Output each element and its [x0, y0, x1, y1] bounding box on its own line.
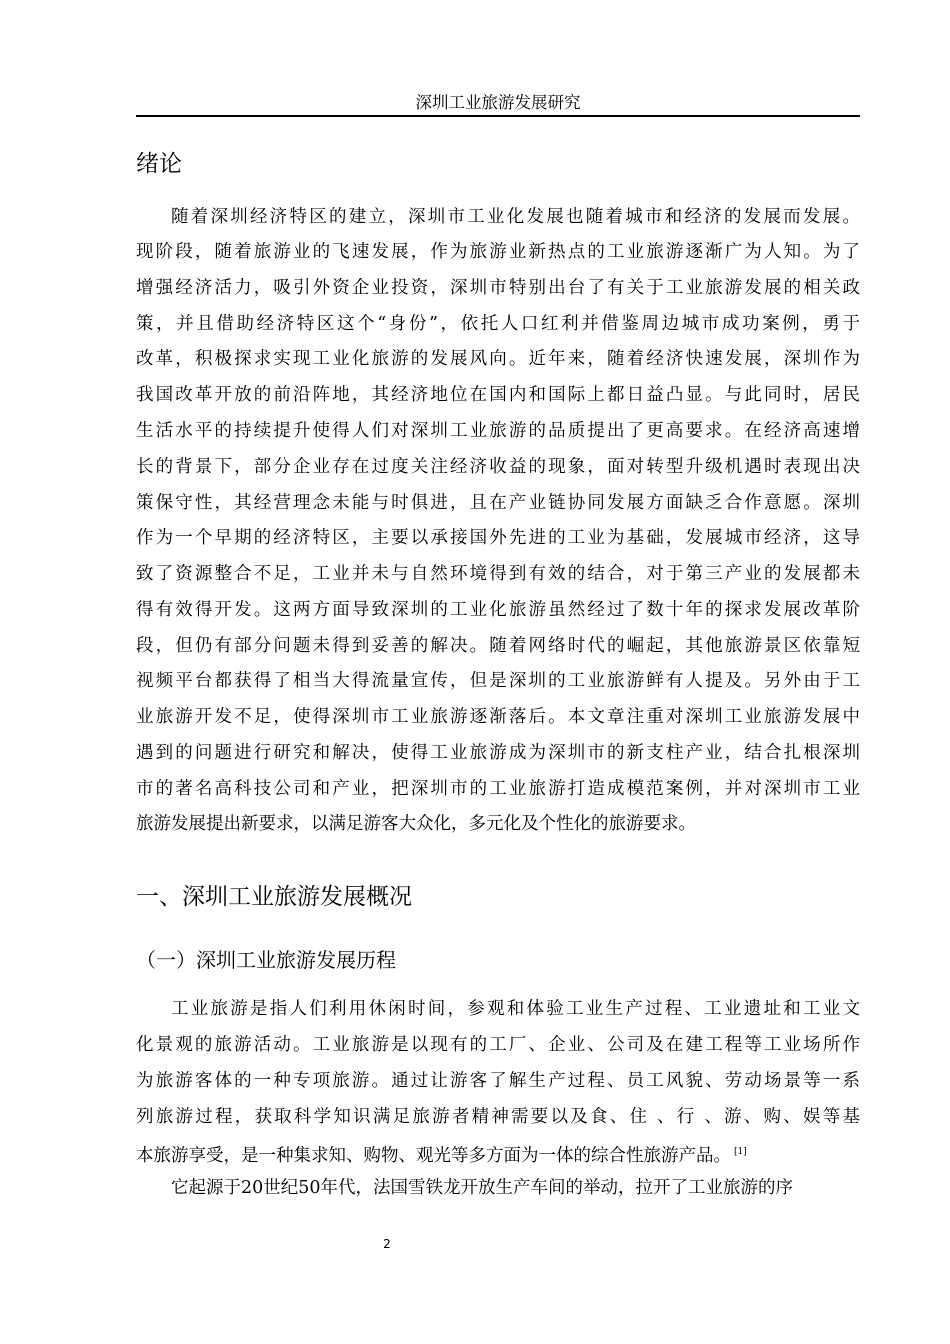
paragraph-line: 增强经济活力，吸引外资企业投资，深圳市特别出台了有关于工业旅游发展的相关政 — [136, 278, 860, 298]
paragraph-line: 化景观的旅游活动。工业旅游是以现有的工厂、企业、公司及在建工程等工业场所作 — [136, 1035, 860, 1055]
paragraph-line: 策保守性，其经营理念未能与时俱进，且在产业链协同发展方面缺乏合作意愿。深圳 — [136, 493, 860, 513]
paragraph-line: 视频平台都获得了相当大得流量宣传，但是深圳的工业旅游鲜有人提及。另外由于工 — [136, 671, 860, 691]
paragraph-line: 长的背景下，部分企业存在过度关注经济收益的现象，面对转型升级机遇时表现出决 — [136, 457, 860, 477]
paragraph-line: 我国改革开放的前沿阵地，其经济地位在国内和国际上都日益凸显。与此同时，居民 — [136, 385, 860, 405]
paragraph-line: 作为一个早期的经济特区，主要以承接国外先进的工业为基础，发展城市经济，这导 — [136, 528, 860, 548]
page-number: 2 — [383, 1237, 391, 1251]
paragraph-line: 业旅游开发不足，使得深圳市工业旅游逐渐落后。本文章注重对深圳工业旅游发展中 — [136, 707, 860, 727]
citation-marker: [1] — [734, 1147, 747, 1157]
paragraph-line: 工业旅游是指人们利用休闲时间，参观和体验工业生产过程、工业遗址和工业文 — [171, 999, 860, 1019]
paragraph-line: 得有效得开发。这两方面导致深圳的工业化旅游虽然经过了数十年的探求发展改革阶 — [136, 600, 860, 620]
paragraph-line: 随着深圳经济特区的建立，深圳市工业化发展也随着城市和经济的发展而发展。 — [171, 207, 860, 227]
paragraph-line: 为旅游客体的一种专项旅游。通过让游客了解生产过程、员工风貌、劳动场景等一系 — [136, 1071, 860, 1091]
paragraph-line: 改革，积极探求实现工业化旅游的发展风向。近年来，随着经济快速发展，深圳作为 — [136, 349, 860, 369]
paragraph-line: 生活水平的持续提升使得人们对深圳工业旅游的品质提出了更高要求。在经济高速增 — [136, 421, 860, 441]
paragraph-line: 市的著名高科技公司和产业，把深圳市的工业旅游打造成模范案例，并对深圳市工业 — [136, 779, 860, 799]
header-rule — [136, 115, 860, 117]
paragraph-line: 策，并且借助经济特区这个“身份”，依托人口红利并借鉴周边城市成功案例，勇于 — [136, 314, 860, 334]
continuation-line: 它起源于20世纪50年代，法国雪铁龙开放生产车间的举动，拉开了工业旅游的序 — [171, 1178, 794, 1198]
paragraph-line: 段，但仍有部分问题未得到妥善的解决。随着网络时代的崛起，其他旅游景区依靠短 — [136, 636, 860, 656]
paragraph-line: 致了资源整合不足，工业并未与自然环境得到有效的结合，对于第三产业的发展都未 — [136, 564, 860, 584]
paragraph-line — [136, 1137, 860, 1167]
paragraph-line: 现阶段，随着旅游业的飞速发展，作为旅游业新热点的工业旅游逐渐广为人知。为了 — [136, 242, 860, 262]
subsection-heading: （一）深圳工业旅游发展历程 — [136, 948, 396, 972]
section-heading: 一、深圳工业旅游发展概况 — [136, 884, 412, 910]
paragraph-line: 遇到的问题进行研究和解决，使得工业旅游成为深圳市的新支柱产业，结合扎根深圳 — [136, 743, 860, 763]
running-header: 深圳工业旅游发展研究 — [415, 93, 581, 112]
paragraph-line: 列旅游过程，获取科学知识满足旅游者精神需要以及食、住 、行 、游、购、娱等基 — [136, 1107, 860, 1127]
intro-heading: 绪论 — [136, 151, 182, 177]
paragraph-line: 旅游发展提出新要求，以满足游客大众化，多元化及个性化的旅游要求。 — [136, 814, 696, 834]
paragraph-line-text: 本旅游享受，是一种集求知、购物、观光等多方面为一体的综合性旅游产品。 — [136, 1146, 731, 1166]
